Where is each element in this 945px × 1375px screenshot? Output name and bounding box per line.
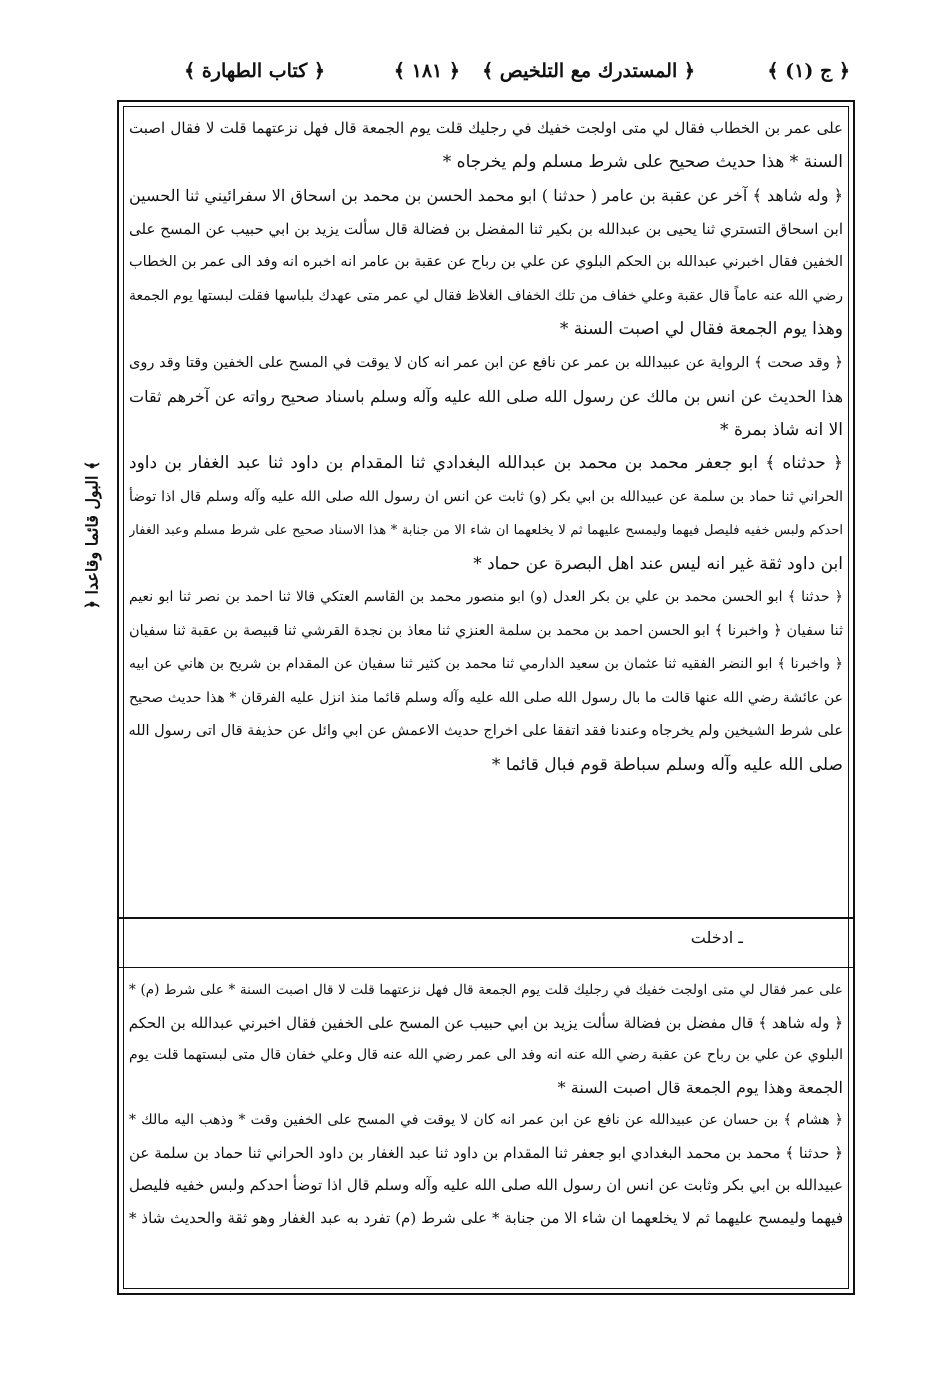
note-line: البلوي عن علي بن رباح عن عقبة رضي الله عنه انه وفد الى عمر رضي الله عنه قال وعلي خفان قال متى لبستهما قلت يوم <box>129 1047 843 1063</box>
page-header <box>160 52 850 100</box>
main-line: ﴿ حدثنا ﴾ ابو الحسن محمد بن علي بن بكر العدل (و) ابو منصور محمد بن القاسم العتكي قالا ثنا احمد بن نصر ثنا ابو نعيم <box>129 589 843 605</box>
main-line: صلى الله عليه وآله وسلم سباطة قوم فبال قائما * <box>491 754 843 775</box>
note-line: فيهما وليمسح عليهما ثم لا يخلعهما ان شاء الا من جنابة * على شرط (م) تفرد به عبد الغفار وهو ثقة والحديث شاذ * <box>129 1208 843 1227</box>
main-line: على شرط الشيخين ولم يخرجاه وعندنا فقد اتفقا على اخراج حديث الاعمش عن ابي وائل عن حذيفة قال اتى رسول الله <box>129 723 843 739</box>
main-line: رضي الله عنه عاماً قال عقبة وعلي خفاف من تلك الخفاف الغلاظ فقال لي عمر متى عهدك بلباسها فقلت لبستها يوم الجمعة <box>129 287 843 304</box>
main-line: ﴿ وقد صحت ﴾ الرواية عن عبيدالله بن عمر عن نافع عن ابن عمر انه كان لا يوقت في المسح على الخفين وقتا وقد روى <box>129 354 843 371</box>
main-line: ﴿ واخبرنا ﴾ ابو النضر الفقيه ثنا عثمان بن سعيد الدارمي ثنا محمد بن كثير ثنا سفيان عن المقدام بن شريح بن هاني عن ابيه <box>129 656 843 672</box>
main-line: ﴿ حدثناه ﴾ ابو جعفر محمد بن محمد بن عبدالله البغدادي ثنا المقدام بن داود ثنا عبد الغفار بن داود <box>129 453 843 473</box>
book-title: ﴿ المستدرك مع التلخيص ﴾ <box>482 60 695 82</box>
main-line: الا انه شاذ بمرة * <box>720 419 843 440</box>
note-line: على عمر فقال لي متى اولجت خفيك في رجليك قلت يوم الجمعة قال فهل نزعتهما قلت لا قال اصبت السنة * على شرط (م) * <box>129 982 843 998</box>
volume-label: ﴿ ج (١) ﴾ <box>767 60 850 82</box>
main-text <box>129 112 843 912</box>
main-line: هذا الحديث عن انس بن مالك عن رسول الله صلى الله عليه وآله وسلم باسناد صحيح رواته عن آخرهم ثقات <box>129 387 843 406</box>
main-line: عن عائشة رضي الله عنها قالت ما بال رسول الله صلى الله عليه وآله وسلم قائما منذ انزل عليه الفرقان * هذا حديث صحيح <box>129 689 843 706</box>
side-note-text: ﴿ البول قائما وقاعدا ﴾ <box>82 460 102 610</box>
summary-notes <box>129 974 843 1289</box>
main-line: ابن داود ثقة غير انه ليس عند اهل البصرة عن حماد * <box>473 553 843 574</box>
note-line: ﴿ وله شاهد ﴾ قال مفضل بن فضالة سألت يزيد بن ابي حبيب عن المسح على الخفين فقال اخبرني عبدالله بن الحكم <box>129 1013 843 1032</box>
note-line: عبيدالله بن ابي بكر وثابت عن انس ان رسول الله صلى الله عليه وآله وسلم قال اذا توضأ احدكم ولبس خفيه فليصل <box>129 1176 843 1194</box>
main-line: الحراني ثنا حماد بن سلمة عن عبيدالله بن ابي بكر (و) ثابت عن انس ان رسول الله صلى الله عليه وآله وسلم قال اذا توضأ <box>129 488 843 505</box>
text-frame <box>117 100 855 1295</box>
main-line: وهذا يوم الجمعة فقال لي اصبت السنة * <box>559 319 843 339</box>
main-line: احدكم ولبس خفيه فليصل فيهما وليمسح عليهما ثم لا يخلعهما ان شاء الا من جنابة * هذا الاسناد صحيح على شرط مسلم وعبد الغفار <box>129 523 843 538</box>
main-line: ابن اسحاق التستري ثنا يحيى بن عبدالله بن بكير ثنا المفضل بن فضالة قال سألت يزيد بن ابي حبيب عن المسح على <box>129 219 843 238</box>
main-line: الخفين فقال اخبرني عبدالله بن الحكم البلوي عن علي بن رباح عن عقبة بن عامر انه اخبره انه وفد الى عمر بن الخطاب <box>129 254 843 270</box>
notes-divider <box>119 967 853 968</box>
chapter-title: ﴿ كتاب الطهارة ﴾ <box>184 60 325 82</box>
main-line: السنة * هذا حديث صحيح على شرط مسلم ولم يخرجاه * <box>442 151 843 172</box>
main-line: ﴿ وله شاهد ﴾ آخر عن عقبة بن عامر ( حدثنا ) ابو محمد الحسن بن محمد بن اسحاق الا سفرائيني ثنا الحسين <box>129 186 843 205</box>
note-line: الجمعة وهذا يوم الجمعة قال اصبت السنة * <box>557 1077 843 1097</box>
lower-margin-note: ـ ادخلت <box>690 928 743 947</box>
section-divider <box>119 917 853 919</box>
note-line: ﴿ حدثنا ﴾ محمد بن محمد البغدادي ابو جعفر ثنا المقدام بن داود ثنا عبد الغفار بن داود الحراني ثنا حماد بن سلمة عن <box>129 1143 843 1162</box>
side-margin-note <box>72 455 112 615</box>
page-number: ﴿ ١٨١ ﴾ <box>393 60 460 82</box>
note-line: ﴿ هشام ﴾ بن حسان عن عبيدالله عن نافع عن ابن عمر انه كان لا يوقت في المسح على الخفين وقت * وذهب اليه مالك * <box>129 1112 843 1128</box>
main-line: على عمر بن الخطاب فقال لي متى اولجت خفيك في رجليك قلت يوم الجمعة قال فهل نزعتهما قلت لا فقال اصبت <box>129 119 843 137</box>
main-line: ثنا سفيان ﴿ واخبرنا ﴾ ابو الحسن احمد بن محمد بن سلمة العنزي ثنا معاذ بن نجدة القرشي ثنا قبيصة بن عقبة ثنا سفيان <box>129 622 843 639</box>
